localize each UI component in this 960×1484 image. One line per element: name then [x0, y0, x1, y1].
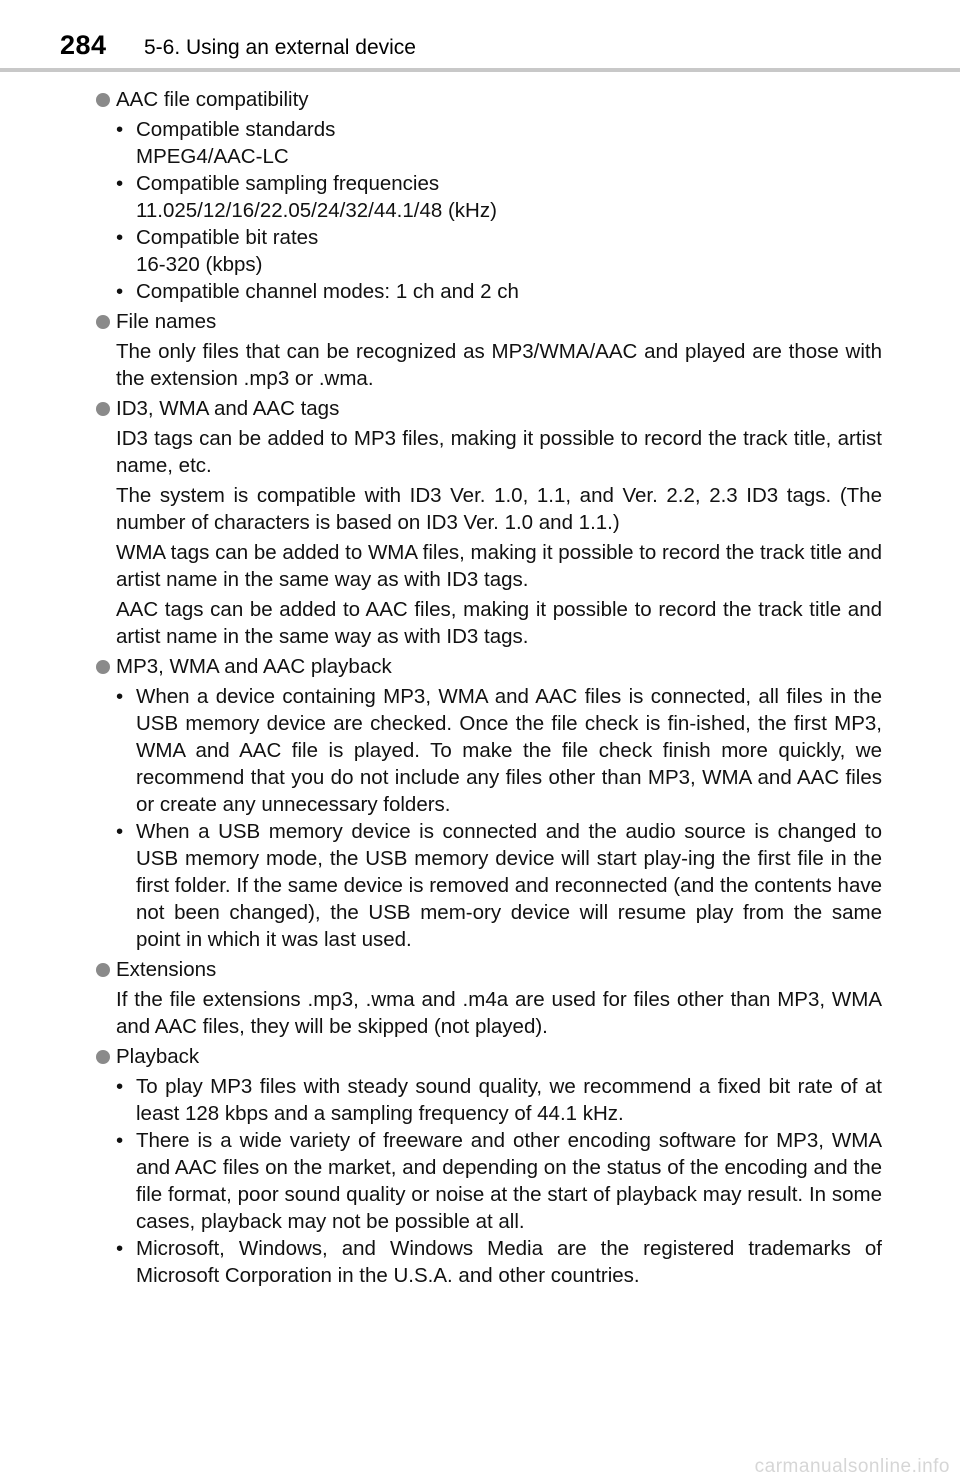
bullet-mark-icon: •	[116, 280, 124, 303]
section-title: 5-6. Using an external device	[144, 36, 416, 59]
list-item	[116, 1073, 882, 1127]
list-item	[116, 170, 882, 224]
section-tags	[96, 395, 882, 650]
watermark: carmanualsonline.info	[754, 1456, 950, 1477]
section-playback-formats	[96, 653, 882, 953]
list-item-text: To play MP3 files with steady sound quality, we recommend a fixed bit rate of at least 128 kbps and a sampling frequency of 44.1 kHz.	[136, 1075, 882, 1125]
paragraph: The only files that can be recognized as MP3/WMA/AAC and played are those with the extension .mp3 or .wma.	[116, 340, 882, 390]
section-heading-text: ID3, WMA and AAC tags	[116, 397, 340, 420]
list-item	[116, 1127, 882, 1235]
section-heading-text: File names	[116, 310, 217, 333]
bullet-dot-icon	[96, 93, 110, 107]
section-heading	[96, 956, 882, 983]
list-item-text: Compatible standards	[136, 118, 336, 141]
paragraph: The system is compatible with ID3 Ver. 1.0, 1.1, and Ver. 2.2, 2.3 ID3 tags. (The number of characters is based on ID3 Ver. 1.0 and 1.1.)	[116, 484, 882, 534]
section-heading-text: MP3, WMA and AAC playback	[116, 655, 392, 678]
page-number: 284	[60, 30, 107, 60]
section-heading	[96, 308, 882, 335]
list-item-value: 11.025/12/16/22.05/24/32/44.1/48 (kHz)	[136, 199, 497, 222]
list-item-value: MPEG4/AAC-LC	[136, 145, 289, 168]
section-aac-compatibility	[96, 86, 882, 305]
list-item-text: Microsoft, Windows, and Windows Media are the registered trademarks of Microsoft Corporation in the U.S.A. and other countries.	[136, 1237, 882, 1287]
paragraph: If the file extensions .mp3, .wma and .m4a are used for files other than MP3, WMA and AAC files, they will be skipped (not played).	[116, 988, 882, 1038]
bullet-mark-icon: •	[116, 1129, 124, 1152]
paragraph: ID3 tags can be added to MP3 files, making it possible to record the track title, artist name, etc.	[116, 427, 882, 477]
bullet-mark-icon: •	[116, 1075, 124, 1098]
header-divider	[0, 68, 960, 72]
list-item-value: 16-320 (kbps)	[136, 253, 263, 276]
list-item-text: When a USB memory device is connected and the audio source is changed to USB memory mode, the USB memory device will start play-ing the first file in the first folder. If the same device is removed and reconnected (and the contents have not been changed), the USB mem-ory device will resume play from the same point in which it was last used.	[136, 820, 882, 951]
section-heading-text: AAC file compatibility	[116, 88, 309, 111]
list-item-text: Compatible sampling frequencies	[136, 172, 440, 195]
section-heading-text: Playback	[116, 1045, 200, 1068]
paragraph: WMA tags can be added to WMA files, making it possible to record the track title and artist name in the same way as with ID3 tags.	[116, 541, 882, 591]
section-heading	[96, 395, 882, 422]
list-item	[116, 116, 882, 170]
list-item	[116, 818, 882, 953]
bullet-list	[96, 116, 882, 305]
paragraph: AAC tags can be added to AAC files, making it possible to record the track title and artist name in the same way as with ID3 tags.	[116, 598, 882, 648]
bullet-dot-icon	[96, 963, 110, 977]
bullet-list	[96, 1073, 882, 1289]
bullet-dot-icon	[96, 315, 110, 329]
list-item	[116, 278, 882, 305]
bullet-mark-icon: •	[116, 226, 124, 249]
section-heading	[96, 86, 882, 113]
bullet-dot-icon	[96, 1050, 110, 1064]
bullet-dot-icon	[96, 402, 110, 416]
page-content	[96, 86, 882, 1292]
bullet-mark-icon: •	[116, 172, 124, 195]
page-header	[0, 0, 960, 72]
bullet-mark-icon: •	[116, 1237, 124, 1260]
bullet-mark-icon: •	[116, 685, 124, 708]
section-extensions	[96, 956, 882, 1040]
list-item	[116, 683, 882, 818]
section-heading	[96, 1043, 882, 1070]
list-item-text: When a device containing MP3, WMA and AAC files is connected, all files in the USB memory device are checked. Once the file check is fin-ished, the first MP3, WMA and AAC file is played. To make the file check finish more quickly, we recommend that you do not include any files other than MP3, WMA and AAC files or create any unnecessary folders.	[136, 685, 882, 816]
bullet-mark-icon: •	[116, 820, 124, 843]
list-item-text: Compatible channel modes: 1 ch and 2 ch	[136, 280, 519, 303]
list-item-text: Compatible bit rates	[136, 226, 319, 249]
bullet-list	[96, 683, 882, 953]
list-item-text: There is a wide variety of freeware and other encoding software for MP3, WMA and AAC files on the market, and depending on the status of the encoding and the file format, poor sound quality or noise at the start of playback may result. In some cases, playback may not be possible at all.	[136, 1129, 882, 1233]
list-item	[116, 224, 882, 278]
section-heading-text: Extensions	[116, 958, 217, 981]
section-heading	[96, 653, 882, 680]
section-playback	[96, 1043, 882, 1289]
bullet-dot-icon	[96, 660, 110, 674]
section-file-names	[96, 308, 882, 392]
bullet-mark-icon: •	[116, 118, 124, 141]
list-item	[116, 1235, 882, 1289]
